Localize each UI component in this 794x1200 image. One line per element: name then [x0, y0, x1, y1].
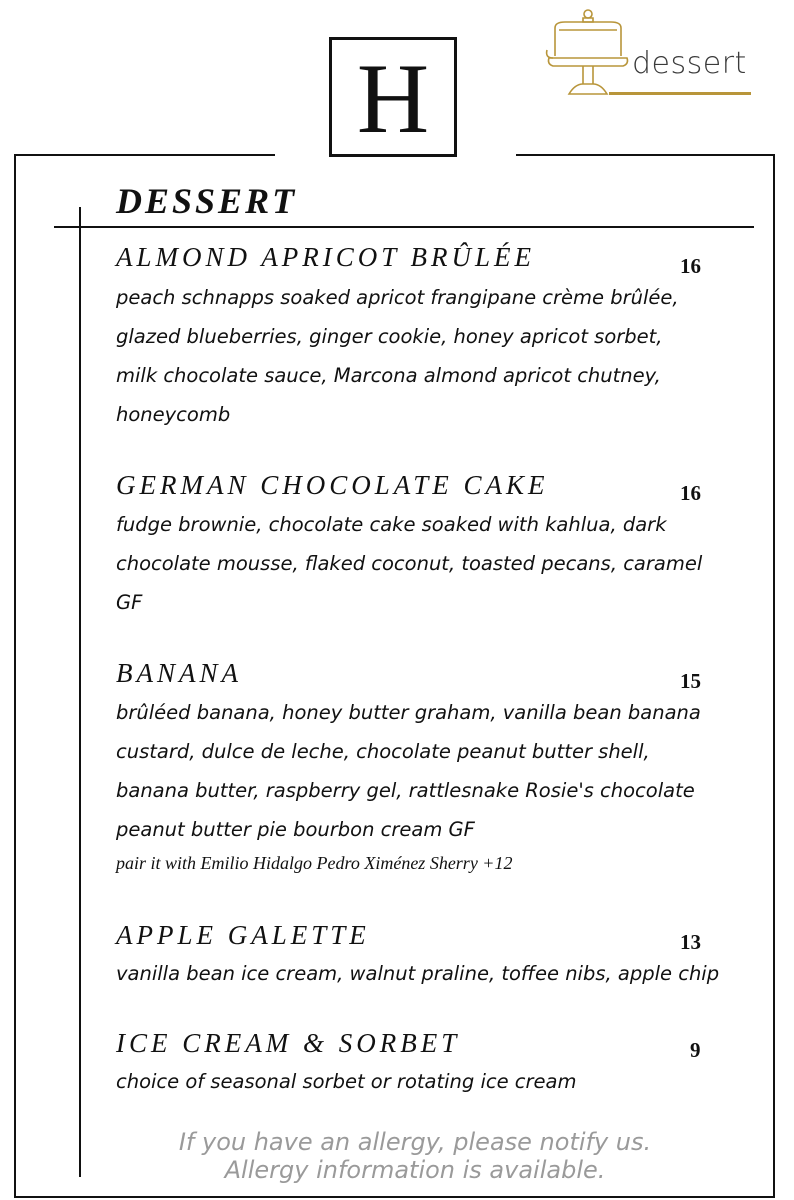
item-name: BANANA [116, 658, 242, 688]
item-price: 16 [680, 254, 701, 278]
section-title: DESSERT [116, 181, 298, 221]
item-pairing-note: pair it with Emilio Hidalgo Pedro Ximénez Sherry +12 [116, 853, 513, 873]
item-description: brûléed banana, honey butter graham, vanilla bean banana custard, dulce de leche, chocolate peanut butter shell, banana butter, raspberry gel, rattlesnake Rosie's chocolate peanut butter pie bourbon cream GF [116, 701, 701, 841]
frame-right [773, 154, 775, 1198]
item-price: 13 [680, 930, 701, 954]
frame-bottom [14, 1196, 775, 1198]
item-name: ICE CREAM & SORBET [116, 1028, 461, 1058]
frame-left [14, 154, 16, 1198]
frame-top-left [14, 154, 275, 156]
item-name: APPLE GALETTE [116, 920, 370, 950]
title-rule [54, 226, 754, 228]
item-description: peach schnapps soaked apricot frangipane crème brûlée, glazed blueberries, ginger cookie, honey apricot sorbet, milk chocolate sauce, Marcona almond apricot chutney, honeycomb [116, 286, 679, 426]
brand-logo-letter: H [356, 43, 430, 154]
allergy-note: If you have an allergy, please notify us. Allergy information is available. [178, 1128, 652, 1184]
item-name: GERMAN CHOCOLATE CAKE [116, 470, 549, 500]
frame-top-right [516, 154, 775, 156]
item-name: ALMOND APRICOT BRÛLÉE [116, 242, 536, 272]
item-price: 16 [680, 481, 701, 505]
inner-vertical-rule [79, 207, 81, 1177]
item-price: 9 [690, 1038, 701, 1062]
item-description: vanilla bean ice cream, walnut praline, toffee nibs, apple chip [116, 962, 720, 985]
brand-logo [329, 37, 457, 157]
item-price: 15 [680, 669, 701, 693]
item-description: fudge brownie, chocolate cake soaked with kahlua, dark chocolate mousse, flaked coconut, toasted pecans, caramel GF [116, 513, 703, 614]
cake-logo-word: dessert [632, 46, 747, 81]
item-description: choice of seasonal sorbet or rotating ice cream [116, 1070, 577, 1093]
